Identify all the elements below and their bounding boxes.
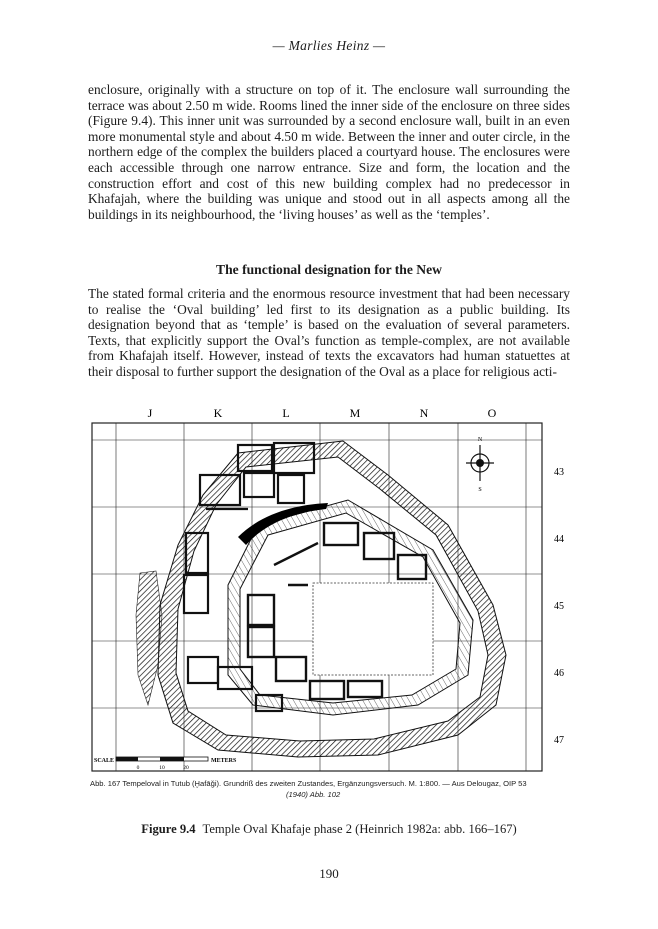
- figure-source-note: [90, 778, 570, 800]
- scale-unit-label: METERS: [211, 758, 237, 764]
- compass-south-label: S: [478, 487, 482, 493]
- page-number: 190: [319, 866, 339, 881]
- scale-tick-label: 20: [183, 765, 189, 771]
- body-paragraph: enclosure, originally with a structure on top of it. The enclosure wall surrounding the terrace was about 2.50 m wide. Rooms lined the inner side of the enclosure on three sides (Figure 9.4). This inner unit was surrounded by a second enclosure wall, built in an even more monumental style and about 4.50 m wide. Between the inner and outer circle, in the northern edge of the complex the builders placed a courtyard house. The enclosures were each accessible through one narrow entrance. Size and form, the location and the construction effort and cost of this new building complex had no predecessor in Khafajah, where the building was unique and stood out in all aspects among all the buildings in its neighbourhood, the ‘living houses’ as well as the ‘temples’.: [88, 82, 570, 222]
- compass-north-label: N: [477, 437, 483, 443]
- grid-column-label: M: [349, 406, 361, 420]
- grid-column-label: L: [282, 406, 290, 420]
- body-paragraph: The stated formal criteria and the enormous resource investment that had been necessary to realise the ‘Oval building’ led first to its designation as a public building. Its designation beyond that as ‘temple’ is based on the evaluation of several parameters. Texts, that explicitly support the Oval’s function as temple-complex, are not available from Khafajah itself. However, instead of texts the excavators had human statuettes at their disposal to further support the designation of the Oval as a place for religious acti-: [88, 286, 570, 379]
- grid-column-label: J: [147, 406, 153, 420]
- grid-row-label: 46: [554, 668, 564, 679]
- grid-column-label: N: [419, 406, 429, 420]
- compass-rose: [466, 437, 494, 493]
- scale-label: SCALE: [94, 758, 115, 764]
- central-platform: [313, 583, 433, 675]
- running-head: — Marlies Heinz —: [272, 38, 386, 53]
- figure-caption: [0, 822, 658, 837]
- temple-oval-plan-figure: [88, 405, 574, 773]
- western-remains: [136, 571, 162, 705]
- scale-tick-label: 10: [159, 765, 165, 771]
- grid-column-label: K: [213, 406, 223, 420]
- grid-row-labels: [554, 467, 564, 746]
- figure-caption-text: Temple Oval Khafaje phase 2 (Heinrich 1982a: abb. 166–167): [202, 822, 517, 836]
- grid-column-labels: [148, 406, 497, 420]
- grid-row-label: 45: [554, 601, 564, 612]
- grid-row-label: 47: [554, 735, 564, 746]
- figure-source-note-line: (1940) Abb. 102: [286, 790, 341, 799]
- section-heading: The functional designation for the New: [216, 262, 442, 277]
- figure-source-note-line: Abb. 167 Tempeloval in Tutub (Ḫafāǧi). Grundriß des zweiten Zustandes, Ergänzungsversuch. M. 1:800. — Aus Delougaz, OIP 53: [90, 779, 527, 788]
- grid-row-label: 43: [554, 467, 564, 478]
- figure-number: Figure 9.4: [141, 822, 196, 836]
- scale-tick-label: 0: [136, 765, 140, 771]
- grid-column-label: O: [487, 406, 497, 420]
- grid-row-label: 44: [554, 534, 564, 545]
- scale-bar: [94, 757, 237, 771]
